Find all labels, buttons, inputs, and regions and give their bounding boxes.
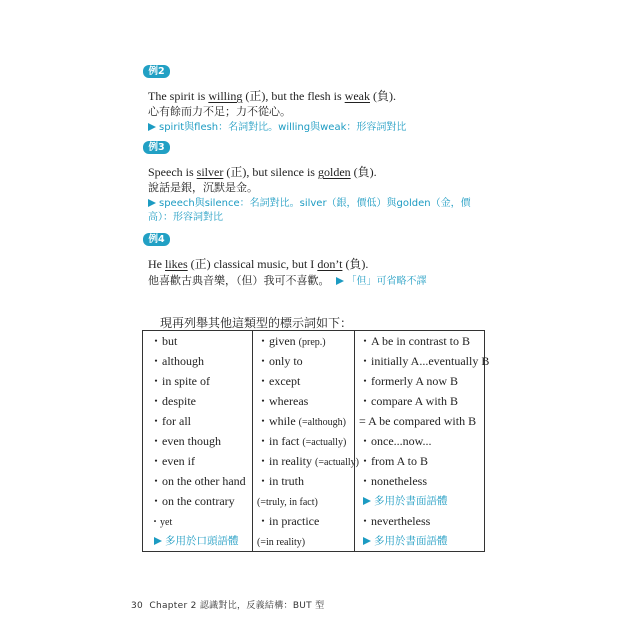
table-cell: ・despite — [150, 394, 196, 408]
example-3-note-cont: 高）：形容詞對比 — [148, 212, 223, 223]
column-divider — [252, 331, 253, 551]
table-cell: ・for all — [150, 414, 191, 428]
example-2-note: spirit與flesh：名詞對比。willing與weak：形容詞對比 — [148, 121, 406, 135]
example-2-chinese: 心有餘而力不足；力不從心。 — [148, 105, 291, 118]
table-cell: ・in fact (=actually) — [257, 434, 347, 448]
table-cell: ・whereas — [257, 394, 309, 408]
example-3-note: speech與silence：名詞對比。silver（銀，價低）與golden（金，價 — [148, 197, 471, 211]
table-cell: ・initially A...eventually B — [359, 354, 490, 368]
triangle-pointer-icon — [336, 277, 344, 285]
table-cell: = A be compared with B — [359, 414, 477, 428]
example-2-english: The spirit is willing (正), but the flesh is weak (負). — [148, 89, 396, 103]
table-cell: ・in reality (=actually) — [257, 454, 359, 468]
chapter-title: Chapter 2 認識對比，反義結構：BUT 型 — [149, 601, 325, 611]
example-2-badge: 例2 — [143, 65, 170, 78]
example-3-english: Speech is silver (正), but silence is golden (負). — [148, 165, 377, 179]
table-cell: 多用於書面語體 — [363, 494, 448, 508]
table-cell: ・formerly A now B — [359, 374, 458, 388]
table-cell: (=in reality) — [257, 537, 306, 548]
table-cell: ・compare A with B — [359, 394, 458, 408]
table-cell: 多用於口頭語體 — [154, 534, 239, 548]
table-cell: ・in practice — [257, 514, 320, 528]
table-cell: ・even if — [150, 454, 195, 468]
table-cell: (=truly, in fact) — [257, 497, 318, 508]
table-cell: ・on the contrary — [150, 494, 235, 508]
table-cell: ・A be in contrast to B — [359, 334, 470, 348]
section-heading: 現再列舉其他這類型的標示詞如下： — [160, 316, 353, 330]
table-cell: ・yet — [150, 517, 173, 528]
table-cell: ・nonetheless — [359, 474, 427, 488]
table-cell: ・nevertheless — [359, 514, 431, 528]
table-cell: ・even though — [150, 434, 221, 448]
example-4-chinese: 他喜歡古典音樂，（但）我可不喜歡。 「但」可省略不譯 — [148, 274, 427, 287]
marker-words-table — [142, 330, 490, 552]
table-cell: ・on the other hand — [150, 474, 246, 488]
example-3-chinese: 說話是銀，沉默是金。 — [148, 181, 258, 194]
triangle-pointer-icon — [154, 537, 162, 545]
table-cell: ・once...now... — [359, 434, 432, 448]
page-footer — [131, 598, 324, 611]
table-cell: ・except — [257, 374, 301, 388]
table-cell: ・only to — [257, 354, 303, 368]
table-cell: ・given (prep.) — [257, 334, 326, 348]
table-cell: ・although — [150, 354, 204, 368]
table-cell: ・from A to B — [359, 454, 429, 468]
triangle-pointer-icon — [363, 497, 371, 505]
table-cell: ・but — [150, 334, 178, 348]
triangle-pointer-icon — [363, 537, 371, 545]
column-divider — [354, 331, 355, 551]
triangle-pointer-icon — [148, 199, 156, 207]
example-3-badge: 例3 — [143, 141, 170, 154]
table-cell: ・in truth — [257, 474, 304, 488]
triangle-pointer-icon — [148, 123, 156, 131]
page-number: 30 — [131, 601, 144, 611]
example-4-badge: 例4 — [143, 233, 170, 246]
table-cell: ・while (=although) — [257, 414, 346, 428]
table-cell: 多用於書面語體 — [363, 534, 448, 548]
example-4-english: He likes (正) classical music, but I don’t (負). — [148, 257, 369, 271]
table-cell: ・in spite of — [150, 374, 210, 388]
